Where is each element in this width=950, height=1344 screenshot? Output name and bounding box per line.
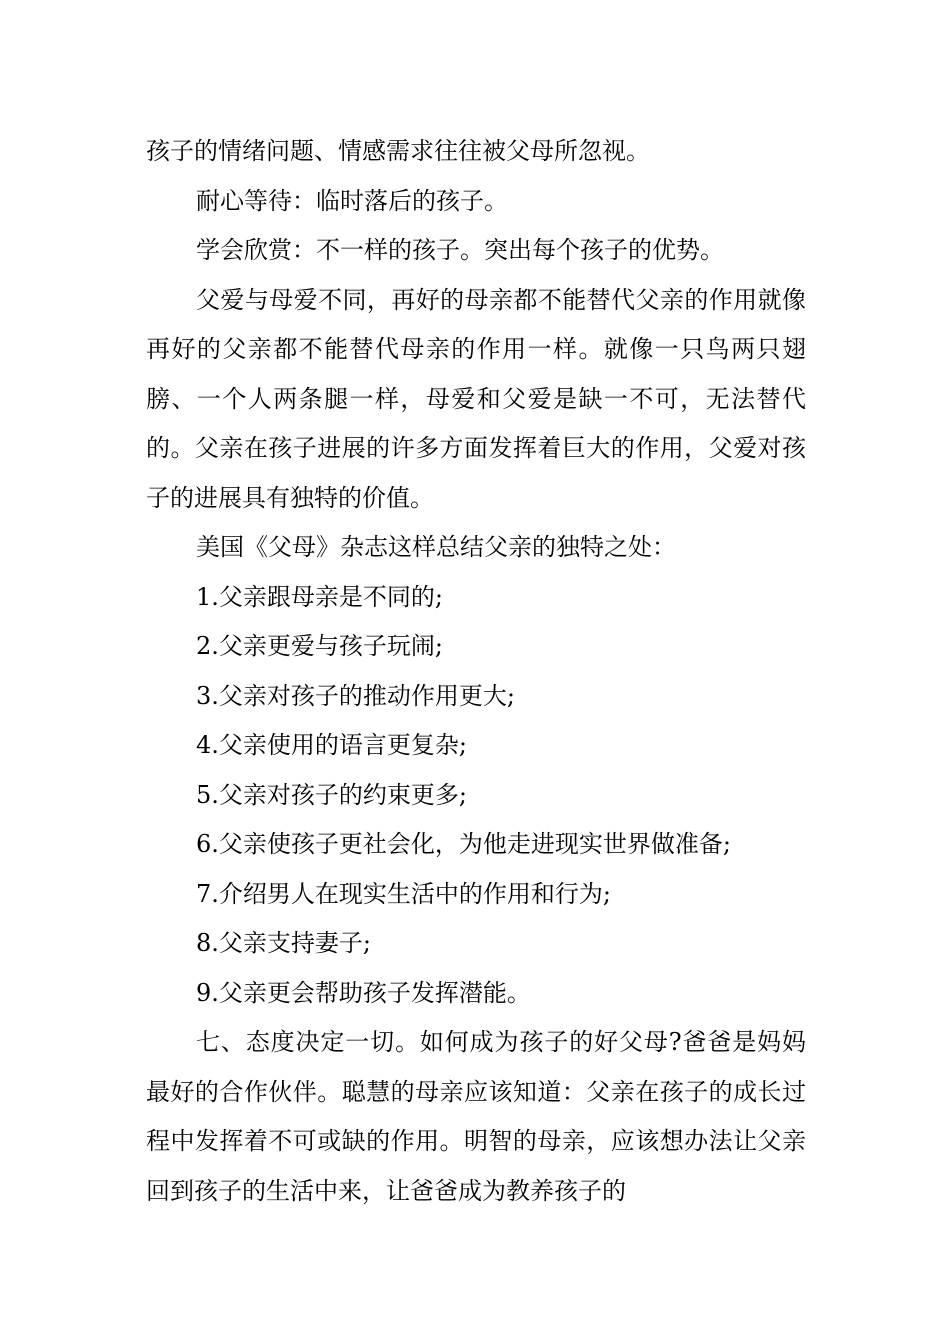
list-item: 7.介绍男人在现实生活中的作用和行为; <box>196 879 611 908</box>
father-uniqueness-list <box>146 573 806 1019</box>
list-item: 3.父亲对孩子的推动作用更大; <box>196 681 515 710</box>
list-item: 2.父亲更爱与孩子玩闹; <box>196 632 443 660</box>
list-item: 4.父亲使用的语言更复杂; <box>196 731 467 759</box>
paragraph-father-love: 父爱与母爱不同，再好的母亲都不能替代父亲的作用就像再好的父亲都不能替代母亲的作用一样。就像一只鸟两只翅膀、一个人两条腿一样，母爱和父爱是缺一不可，无法替代的。父亲在孩子进展的许多方面发挥着巨大的作用，父爱对孩子的进展具有独特的价值。 <box>146 285 806 512</box>
list-item: 9.父亲更会帮助孩子发挥潜能。 <box>196 978 531 1007</box>
document-page <box>146 127 806 1216</box>
paragraph-magazine-summary: 美国《父母》杂志这样总结父亲的独特之处： <box>196 533 676 561</box>
paragraph-intro: 孩子的情绪问题、情感需求往往被父母所忽视。 <box>146 137 650 165</box>
list-item: 1.父亲跟母亲是不同的; <box>196 582 443 611</box>
paragraph-patience: 耐心等待：临时落后的孩子。 <box>196 186 508 215</box>
list-item: 8.父亲支持妻子; <box>196 929 371 957</box>
paragraph-appreciation: 学会欣赏：不一样的孩子。突出每个孩子的优势。 <box>196 236 724 264</box>
list-item: 5.父亲对孩子的约束更多; <box>196 780 467 809</box>
paragraph-attitude: 七、态度决定一切。如何成为孩子的好父母?爸爸是妈妈最好的合作伙伴。聪慧的母亲应该知道：父亲在孩子的成长过程中发挥着不可或缺的作用。明智的母亲，应该想办法让父亲回到孩子的生活中来，让爸爸成为教养孩子的 <box>146 1028 806 1205</box>
list-item: 6.父亲使孩子更社会化，为他走进现实世界做准备; <box>196 830 731 858</box>
